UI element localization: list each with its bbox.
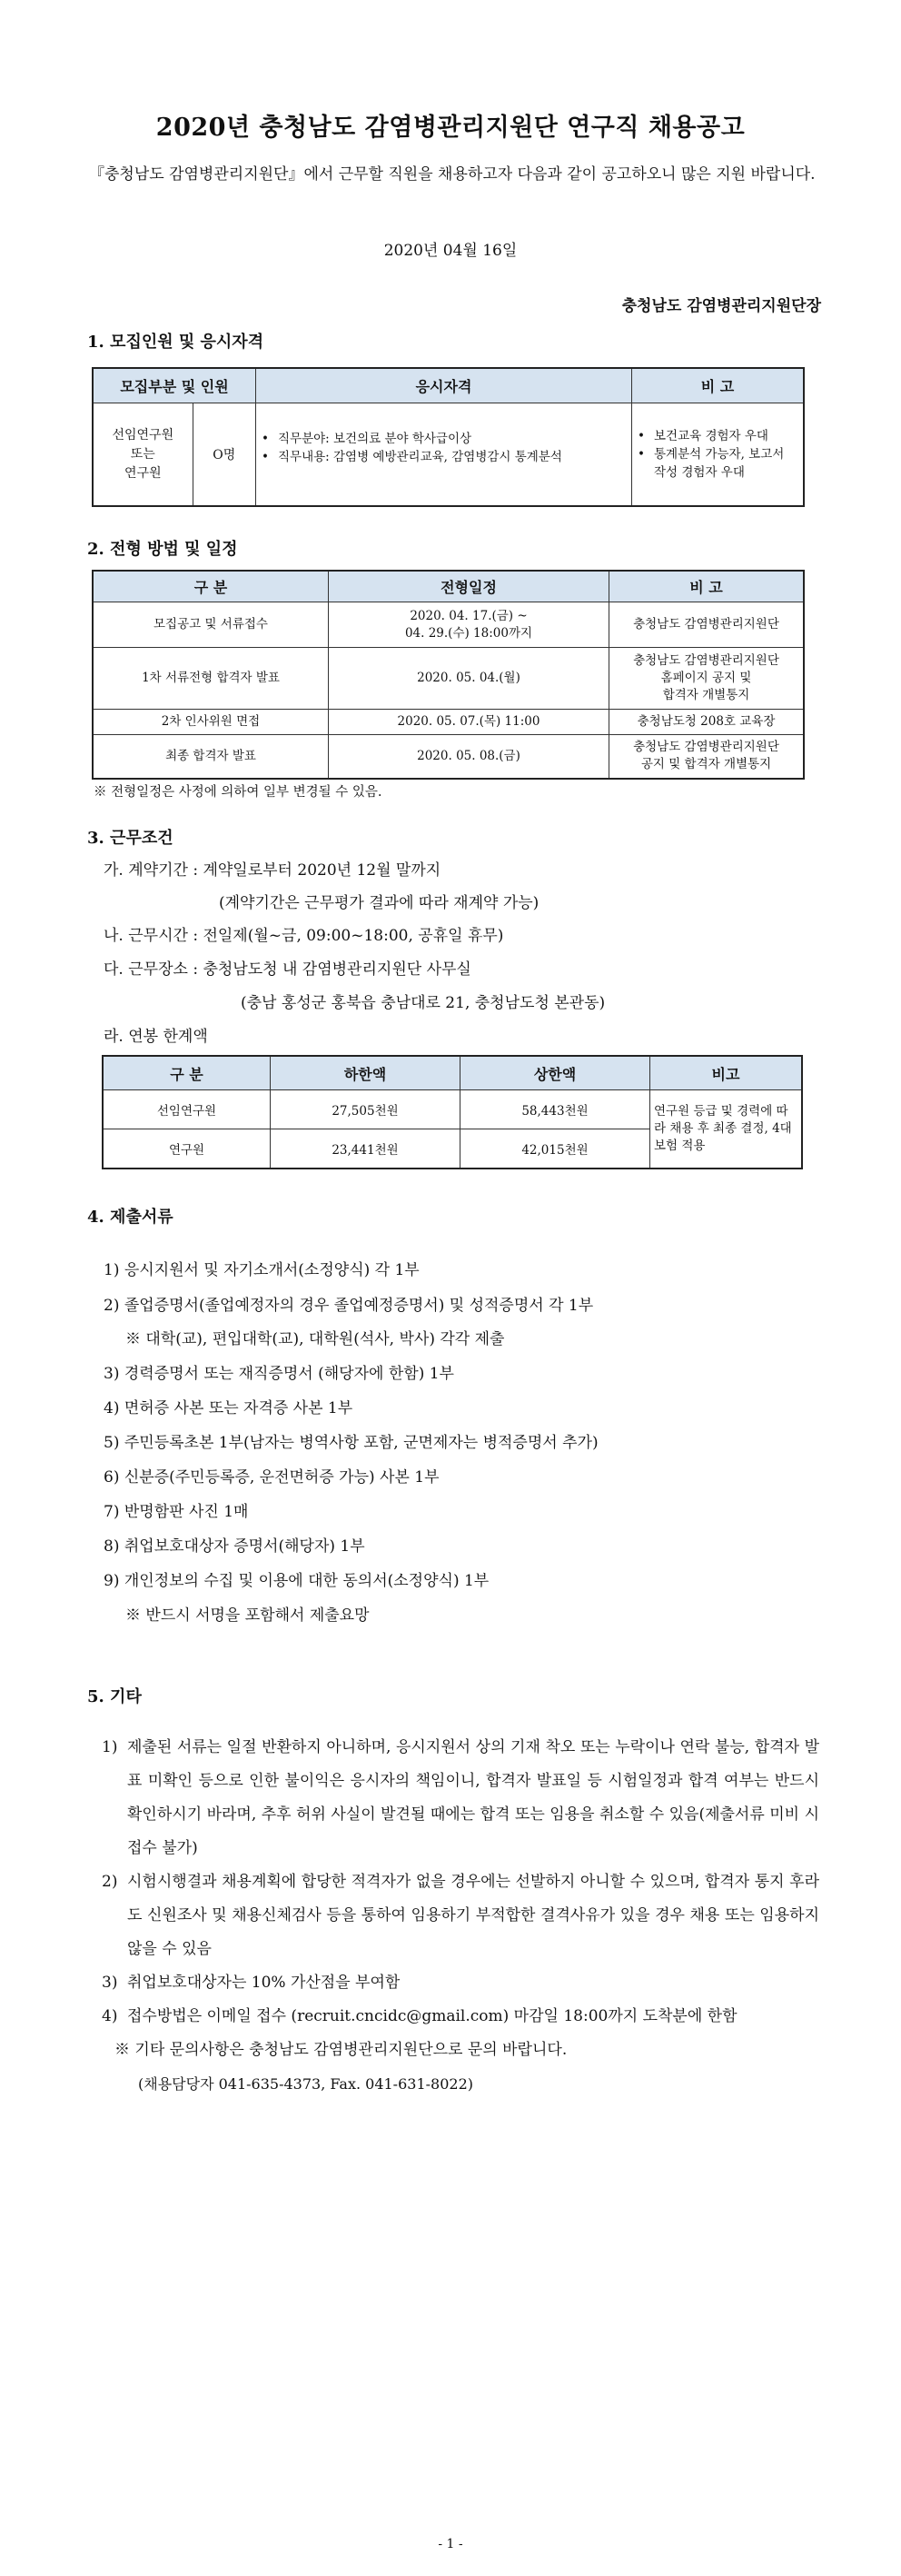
list-item: 5) 주민등록초본 1부(남자는 병역사항 포함, 군면제자는 병적증명서 추가) (104, 1434, 599, 1452)
list-item: 1) 응시지원서 및 자기소개서(소정양식) 각 1부 (104, 1261, 420, 1279)
work-place-address: (충남 홍성군 홍북읍 충남대로 21, 충청남도청 본관동) (241, 994, 606, 1012)
table-cell-remark: 연구원 등급 및 경력에 따라 채용 후 최종 결정, 4대 보험 적용 (650, 1090, 803, 1169)
contact-info: (채용담당자 041-635-4373, Fax. 041-631-8022) (138, 2075, 473, 2093)
salary-heading: 라. 연봉 한계액 (104, 1028, 208, 1046)
page-title: 2020년 충청남도 감염병관리지원단 연구직 채용공고 (155, 114, 746, 142)
table-header: 비고 (650, 1056, 803, 1090)
table-cell: 2020. 05. 07.(목) 11:00 (329, 710, 609, 735)
table-header: 응시자격 (256, 368, 632, 403)
table-cell-count: O명 (193, 403, 255, 507)
table-cell: 충청남도 감염병관리지원단 홈페이지 공지 및 합격자 개별통지 (609, 648, 805, 710)
announcement-date: 2020년 04월 16일 (383, 242, 518, 260)
list-item: • 보건교육 경험자 우대 (636, 427, 799, 445)
section-1-heading: 1. 모집인원 및 응시자격 (87, 333, 264, 352)
table-header-row (93, 368, 804, 403)
contract-period-note: (계약기간은 근무평가 결과에 따라 재계약 가능) (219, 894, 540, 912)
work-hours: 나. 근무시간 : 전일제(월~금, 09:00~18:00, 공휴일 휴무) (104, 927, 504, 945)
table-row (93, 602, 804, 648)
table-cell: 27,505천원 (271, 1090, 460, 1129)
item-text: 제출된 서류는 일절 반환하지 아니하며, 응시지원서 상의 기재 착오 또는 누락이나 연락 불능, 합격자 발표 미확인 등으로 인한 불이익은 응시자의 책임이니, 합격자 발표일 등 시험일정과 합격 여부는 반드시 확인하시기 바라며, 추후 허위 사실이 발견될 때에는 합격 또는 임용을 취소할 수 있음(제출서류 미비 시 접수 불가) (127, 1738, 819, 1857)
table-cell: 42,015천원 (460, 1129, 650, 1169)
table-header: 하한액 (271, 1056, 460, 1090)
list-item: • 직무내용: 감염병 예방관리교육, 감염병감시 통계분석 (260, 448, 628, 466)
list-item: 3) 경력증명서 또는 재직증명서 (해당자에 한함) 1부 (104, 1365, 454, 1383)
list-item (102, 1865, 819, 1966)
table-cell: 선임연구원 (103, 1090, 271, 1129)
table-cell: 최종 합격자 발표 (93, 735, 329, 779)
schedule-note: ※ 전형일정은 사정에 의하여 일부 변경될 수 있음. (94, 785, 382, 800)
list-item: 4) 면허증 사본 또는 자격증 사본 1부 (104, 1399, 353, 1417)
table-cell-part: 선임연구원 또는 연구원 (93, 403, 193, 507)
table-header: 비 고 (632, 368, 805, 403)
table-cell: 23,441천원 (271, 1129, 460, 1169)
table-row (93, 710, 804, 735)
other-notes (102, 1731, 819, 2101)
table-cell: 2020. 05. 08.(금) (329, 735, 609, 779)
section-4-heading: 4. 제출서류 (87, 1208, 173, 1227)
item-text: 취업보호대상자는 10% 가산점을 부여함 (127, 1974, 401, 1992)
table-cell: 모집공고 및 서류접수 (93, 602, 329, 648)
schedule-table (92, 570, 805, 780)
table-row (103, 1090, 802, 1129)
list-item: 8) 취업보호대상자 증명서(해당자) 1부 (104, 1537, 365, 1556)
list-item: • 통계분석 가능자, 보고서 작성 경험자 우대 (636, 445, 799, 482)
table-cell: 충청남도청 208호 교육장 (609, 710, 805, 735)
item-text: 시험시행결과 채용계획에 합당한 적격자가 없을 경우에는 선발하지 아니할 수 있으며, 합격자 통지 후라도 신원조사 및 채용신체검사 등을 통하여 임용하기 부적합한 결격사유가 있을 경우 채용 또는 임용하지 않을 수 있음 (127, 1873, 819, 1958)
table-header-row (103, 1056, 802, 1090)
table-header-row (93, 571, 804, 602)
item-number: 2) (102, 1873, 118, 1891)
table-cell-quals (256, 403, 632, 507)
table-cell: 2020. 04. 17.(금) ~ 04. 29.(수) 18:00까지 (329, 602, 609, 648)
page-number: - 1 - (438, 2537, 463, 2551)
list-item: 6) 신분증(주민등록증, 운전면허증 가능) 사본 1부 (104, 1468, 440, 1487)
list-item: 2) 졸업증명서(졸업예정자의 경우 졸업예정증명서) 및 성적증명서 각 1부 (104, 1297, 594, 1315)
table-row (93, 648, 804, 710)
item-number: 1) (102, 1738, 118, 1756)
table-header: 비 고 (609, 571, 805, 602)
table-header: 구 분 (93, 571, 329, 602)
issuing-organization: 충청남도 감염병관리지원단장 (621, 297, 821, 315)
list-item (102, 1966, 819, 2000)
table-row (93, 735, 804, 779)
inquiry-note: ※ 기타 문의사항은 충청남도 감염병관리지원단으로 문의 바랍니다. (114, 2041, 568, 2059)
table-cell: 2차 인사위원 면접 (93, 710, 329, 735)
list-item (102, 1731, 819, 1865)
table-cell: 2020. 05. 04.(월) (329, 648, 609, 710)
list-item: 9) 개인정보의 수집 및 이용에 대한 동의서(소정양식) 1부 (104, 1572, 490, 1590)
table-header: 전형일정 (329, 571, 609, 602)
item-number: 3) (102, 1974, 118, 1992)
recruitment-table (92, 367, 805, 507)
table-header: 상한액 (460, 1056, 650, 1090)
list-item (102, 2000, 819, 2034)
item-text: 접수방법은 이메일 접수 (recruit.cncidc@gmail.com) 마감일 18:00까지 도착분에 한함 (127, 2007, 738, 2025)
table-header: 구 분 (103, 1056, 271, 1090)
table-cell: 1차 서류전형 합격자 발표 (93, 648, 329, 710)
item-number: 4) (102, 2007, 118, 2025)
salary-table (102, 1055, 803, 1169)
table-cell: 충청남도 감염병관리지원단 (609, 602, 805, 648)
list-item: ※ 반드시 서명을 포함해서 제출요망 (125, 1606, 370, 1625)
contract-period: 가. 계약기간 : 계약일로부터 2020년 12월 말까지 (104, 861, 441, 880)
table-cell: 58,443천원 (460, 1090, 650, 1129)
table-header: 모집부분 및 인원 (93, 368, 256, 403)
table-cell: 충청남도 감염병관리지원단 공지 및 합격자 개별통지 (609, 735, 805, 779)
section-2-heading: 2. 전형 방법 및 일정 (87, 540, 238, 559)
table-cell-notes (632, 403, 805, 507)
table-cell: 연구원 (103, 1129, 271, 1169)
work-place: 다. 근무장소 : 충청남도청 내 감염병관리지원단 사무실 (104, 960, 471, 979)
list-item: 7) 반명함판 사진 1매 (104, 1503, 249, 1521)
intro-paragraph: 『충청남도 감염병관리지원단』에서 근무할 직원을 채용하고자 다음과 같이 공고하오니 많은 지원 바랍니다. (89, 165, 816, 184)
section-3-heading: 3. 근무조건 (87, 829, 173, 848)
list-item: ※ 대학(교), 편입대학(교), 대학원(석사, 박사) 각각 제출 (125, 1330, 505, 1348)
section-5-heading: 5. 기타 (87, 1687, 142, 1706)
list-item: • 직무분야: 보건의료 분야 학사급이상 (260, 430, 628, 448)
table-row (93, 403, 804, 507)
